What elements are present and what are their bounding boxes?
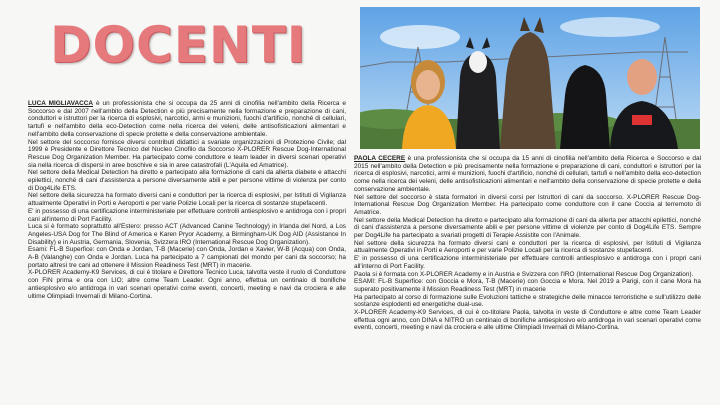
luca-migliavacca-bio bbox=[28, 100, 346, 300]
paola-cecere-text: è una professionista che si occupa da 15 anni di cinofilia nell'ambito della Ricerca e Soccorso e dal 2015 nell'ambito della Detection e più precisamente nella formazione e preparazione di cani, conduttori e istruttori per la ricerca di esplosivi, narcotici, armi e munizioni, fuochi d'artificio, nonché di cellulari, tartufi e nell'ambito della eco-detection come nella ricerca dei veleni, delle antisofisticazioni alimentari e nell'ambito della conservazione di specie protette e della conservazione ambientale. Nel settore del soccorso è stata formatori in diversi corsi per Istruttori di cani da soccorso. X-PLORER Rescue Dog-International Rescue Dog Organization Member. Ha partecipato come conduttore con il cane Coccia al terremoto di Amatrice. Nel settore della Medical Detection ha diretto e partecipato alla formazione di cani da allerta per attacchi epilettici, nonché di cani d'assistenza a persone diversamente abili e per persone vittime di violenze per conto di Dog4Life ETS. Sempre per Dog4Life ha partecipato a svariati progetti di Terapie Assistite con l'Animale. Nel settore della sicurezza ha formato diversi cani e conduttori per la ricerca di esplosivi, per Istituti di Vigilanza attualmente Operativi in Porti e Aeroporti e per varie Polizie Locali per la ricerca di sostanze stupefacenti. E' in possesso di una certificazione interministeriale per effettuare controlli antiesplosivo e antidroga con i propri cani all'interno di Port Facility. Paola si è formata con X-PLORER Academy e in Austria e Svizzera con l'IRO (International Rescue Dog Organization). ESAMI: FL-B Superfice: con Goccia e Mora, T-B (Macerie) con Goccia e Mora. Nel 2019 a Parigi, con il cane Mora ha superato positivamente il Mission Readiness Test (MRT) in macerie Ha partecipato al corso di formazione sulle Evoluzioni tattiche e strategiche delle minacce terroristiche e sull'utilizzo delle sostanze esplodenti ed energetiche dual-use. X-PLORER Academy-K9 Services, di cui è co-titolare Paola, talvolta in veste di Conduttore e altre come Team Leader effettua ogni anno, con DINA e NITRO un centinaio di bonifiche antiesplosivo e/o antidroga in vari scenari operativi come eventi, concerti, meeting e navi da crociera e alle ultime Olimpiadi Invernali di Milano-Cortina. bbox=[354, 155, 701, 332]
paola-cecere-bio bbox=[354, 155, 701, 332]
trainers-with-dogs-photo bbox=[360, 7, 700, 149]
paola-cecere-name: PAOLA CECERE bbox=[354, 155, 406, 162]
luca-migliavacca-text: è un professionista che si occupa da 25 anni di cinofilia nell'ambito della Ricerca e Soccorso e dal 2007 nell'ambito della Detection e più precisamente nella formazione e preparazione di cani, conduttori e istruttori per la ricerca di esplosivi, narcotici, armi e munizioni, fuochi d'artificio, nonché di cellulari, tartufi e nell'ambito della eco-Detection come nella ricerca dei veleni, delle antisofisticazioni alimentari e nell'ambito della conservazione di specie protette e della conservazione ambientale. Nel settore del soccorso fornisce diversi contributi didattici a svariate organizzazioni di Protezione Civile; dal 1999 è Presidente e Direttore Tecnico del Nucleo Cinofilo da Soccorso X-PLORER Rescue Dog-International Rescue Dog Organization Member. Ha partecipato come conduttore e team leader in diversi scenari operativi sia nella ricerca di dispersi in aree boschive e sia in aree catastrofali (L'Aquila ed Amatrice). Nel settore della Medical Detection ha diretto e partecipato alla formazione di cani da allerta diabete e attacchi epilettici, nonché di cani d'assistenza a persone diversamente abili e per persone vittime di violenza per conto di Dog4Life ETS. Nel settore della sicurezza ha formato diversi cani e conduttori per la ricerca di esplosivi, per Istituti di Vigilanza attualmente Operativi in Porti e Aeroporti e per varie Polizie Locali per la ricerca di sostanze stupefacenti. E' in possesso di una certificazione interministeriale per effettuare controlli antiesplosivo e antidroga con i propri cani all'interno di Port Facility. Luca si è formato soprattutto all'Estero: presso ACT (Advanced Canine Technology) in Irlanda del Nord, a Los Angeles-USA Dog for The Blind of America e Karen Pryor Academy, a Birmingham-UK Dog AID (Assistance In Disability) e in Austria, Germania, Slovenia, Svizzera IRO (International Rescue Dog Organization). Esami: FL-B Superfice: con Onda e Jordan, T-B (Macerie) con Onda, Jordan e Xavier, W-B (Acqua) con Onda, A-B (Valanghe) con Onda e Jordan. Luca ha partecipato a 7 campionati del mondo per cani da soccorso; ha portato altresì tre cani ad ottenere il Mission Readiness Test (MRT) in macerie. X-PLORER Academy-K9 Services, di cui è titolare e Direttore Tecnico Luca, talvolta veste il ruolo di Conduttore con FIN prima e ora con LIO; altre come Team Leader. Ogni anno, effettua un centinaio di bonifiche antiesplosivo e/o antidroga in vari scenari operativi come eventi, concerti, meeting e navi da crociera e alle ultime Olimpiadi Invernali di Milano-Cortina. bbox=[28, 100, 346, 300]
luca-migliavacca-name: LUCA MIGLIAVACCA bbox=[28, 100, 94, 107]
page-title: DOCENTI bbox=[50, 16, 307, 74]
